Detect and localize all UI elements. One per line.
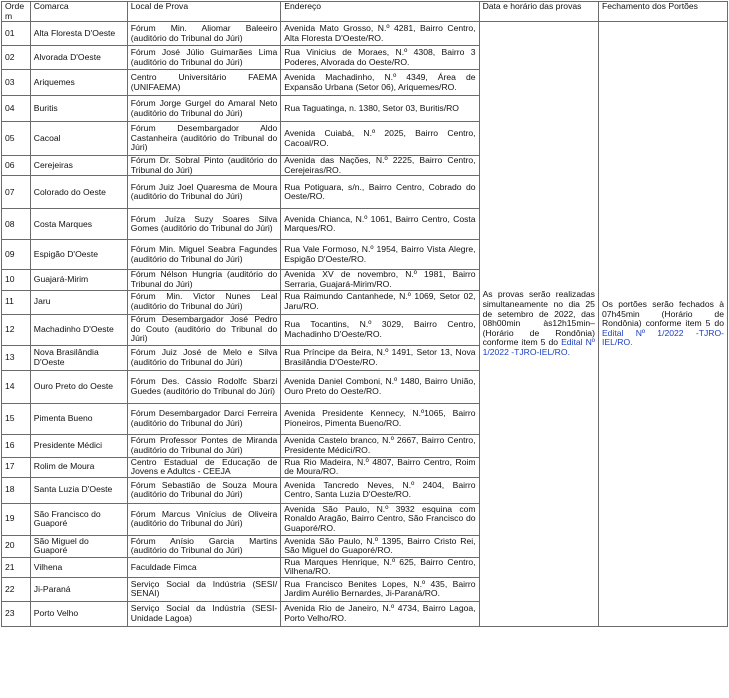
header-ordem: Ordem — [2, 2, 31, 22]
cell-comarca: Machadinho D'Oeste — [30, 314, 127, 345]
cell-endereco: Avenida XV de novembro, N.º 1981, Bairro Serraria, Guajará-Mirim/RO. — [281, 270, 479, 290]
cell-endereco: Rua Príncipe da Beira, N.º 1491, Setor 13, Nova Brasilândia D'Oeste/RO. — [281, 345, 479, 370]
cell-ordem: 07 — [2, 176, 31, 209]
cell-local: Fórum Juíza Suzy Soares Silva Gomes (auditório do Tribunal do Júri) — [127, 209, 281, 240]
cell-endereco: Avenida Tancredo Neves, N.º 2404, Bairro Centro, Santa Luzia D'Oeste/RO. — [281, 477, 479, 503]
cell-local: Centro Universitário FAEMA (UNIFAEMA) — [127, 70, 281, 96]
exam-locations-table — [1, 1, 728, 627]
cell-local: Fórum Jorge Gurgel do Amaral Neto (auditório do Tribunal do Júri) — [127, 96, 281, 122]
header-local: Local de Prova — [127, 2, 281, 22]
cell-ordem: 13 — [2, 345, 31, 370]
cell-endereco: Avenida das Nações, N.º 2225, Bairro Centro, Cerejeiras/RO. — [281, 156, 479, 176]
cell-endereco: Rua Vinicius de Moraes, N.º 4308, Bairro 3 Poderes, Alvorada do Oeste/RO. — [281, 46, 479, 70]
cell-local: Fórum Min. Aliomar Baleeiro (auditório do Tribunal do Júri) — [127, 22, 281, 46]
cell-ordem: 16 — [2, 434, 31, 457]
cell-endereco: Avenida São Paulo, N.º 3932 esquina com Ronaldo Aragão, Bairro Centro, São Francisco do Guaporé/RO. — [281, 503, 479, 535]
cell-comarca: Rolim de Moura — [30, 457, 127, 477]
cell-comarca: Alvorada D'Oeste — [30, 46, 127, 70]
cell-endereco: Avenida Rio de Janeiro, N.º 4734, Bairro Lagoa, Porto Velho/RO. — [281, 601, 479, 626]
cell-local: Fórum Marcus Vinícius de Oliveira (auditório do Tribunal do Júri) — [127, 503, 281, 535]
cell-local: Fórum Desembargador Darci Ferreira (auditório do Tribunal do Júri) — [127, 403, 281, 434]
cell-local: Fórum Nélson Hungria (auditório do Tribunal do Júri) — [127, 270, 281, 290]
exam-date-text: As provas serão realizadas simultaneamente no dia 25 de setembro de 2022, das 08h00min às12h15min– (Horário de Rondônia) conforme item 5 do — [482, 289, 595, 348]
edital-link[interactable]: Edital Nº 1/2022 -TJRO-IEL/RO. — [482, 337, 595, 358]
cell-comarca: Jaru — [30, 290, 127, 314]
cell-ordem: 05 — [2, 122, 31, 156]
cell-comarca: Pimenta Bueno — [30, 403, 127, 434]
cell-comarca: São Miguel do Guaporé — [30, 535, 127, 557]
cell-ordem: 22 — [2, 577, 31, 601]
cell-ordem: 14 — [2, 370, 31, 403]
cell-comarca: Alta Floresta D'Oeste — [30, 22, 127, 46]
cell-ordem: 04 — [2, 96, 31, 122]
cell-comarca: Costa Marques — [30, 209, 127, 240]
cell-endereco: Avenida Castelo branco, N.º 2667, Bairro Centro, Presidente Médici/RO. — [281, 434, 479, 457]
cell-ordem: 02 — [2, 46, 31, 70]
cell-local: Fórum Desembargador Aldo Castanheira (auditório do Tribunal do Júri) — [127, 122, 281, 156]
cell-ordem: 19 — [2, 503, 31, 535]
cell-comarca: Ji-Paraná — [30, 577, 127, 601]
cell-ordem: 09 — [2, 240, 31, 270]
cell-comarca: Espigão D'Oeste — [30, 240, 127, 270]
cell-comarca: Vilhena — [30, 557, 127, 577]
cell-ordem: 20 — [2, 535, 31, 557]
cell-endereco: Rua Marques Henrique, N.º 625, Bairro Centro, Vilhena/RO. — [281, 557, 479, 577]
exam-date-cell — [479, 22, 598, 627]
cell-endereco: Avenida Chianca, N.º 1061, Bairro Centro, Costa Marques/RO. — [281, 209, 479, 240]
cell-ordem: 17 — [2, 457, 31, 477]
cell-ordem: 23 — [2, 601, 31, 626]
edital-link[interactable]: Edital Nº 1/2022 -TJRO-IEL/RO. — [601, 327, 724, 348]
cell-local: Fórum Professor Pontes de Miranda (auditório do Tribunal do Júri) — [127, 434, 281, 457]
cell-endereco: Avenida Daniel Comboni, N.º 1480, Bairro União, Ouro Preto do Oeste/RO. — [281, 370, 479, 403]
header-row — [2, 2, 728, 22]
cell-comarca: Porto Velho — [30, 601, 127, 626]
cell-comarca: Santa Luzia D'Oeste — [30, 477, 127, 503]
cell-ordem: 11 — [2, 290, 31, 314]
cell-comarca: Colorado do Oeste — [30, 176, 127, 209]
cell-local: Fórum Anísio Garcia Martins (auditório do Tribunal do Júri) — [127, 535, 281, 557]
cell-local: Fórum Juiz José de Melo e Silva (auditório do Tribunal do Júri) — [127, 345, 281, 370]
header-data: Data e horário das provas — [479, 2, 598, 22]
cell-ordem: 03 — [2, 70, 31, 96]
cell-endereco: Avenida Presidente Kennecy, N.º1065, Bairro Pioneiros, Pimenta Bueno/RO. — [281, 403, 479, 434]
cell-ordem: 06 — [2, 156, 31, 176]
cell-local: Fórum José Júlio Guimarães Lima (auditório do Tribunal do Júri) — [127, 46, 281, 70]
cell-endereco: Rua Taguatinga, n. 1380, Setor 03, Buritis/RO — [281, 96, 479, 122]
cell-ordem: 21 — [2, 557, 31, 577]
cell-endereco: Rua Francisco Benites Lopes, N.º 435, Bairro Jardim Aurélio Bernardes, Ji-Paraná/RO. — [281, 577, 479, 601]
cell-local: Fórum Min. Miguel Seabra Fagundes (auditório do Tribunal do Júri) — [127, 240, 281, 270]
cell-comarca: Buritis — [30, 96, 127, 122]
cell-comarca: Ouro Preto do Oeste — [30, 370, 127, 403]
cell-comarca: Nova Brasilândia D'Oeste — [30, 345, 127, 370]
cell-local: Fórum Desembargador José Pedro do Couto (auditório do Tribunal do Júri) — [127, 314, 281, 345]
cell-endereco: Rua Raimundo Cantanhede, N.º 1069, Setor 02, Jaru/RO. — [281, 290, 479, 314]
cell-local: Fórum Dr. Sobral Pinto (auditório do Tribunal do Júri) — [127, 156, 281, 176]
cell-endereco: Rua Vale Formoso, N.º 1954, Bairro Vista Alegre, Espigão D'Oeste/RO. — [281, 240, 479, 270]
cell-ordem: 15 — [2, 403, 31, 434]
cell-local: Centro Estadual de Educação de Jovens e Adultcs - CEEJA — [127, 457, 281, 477]
cell-local: Fórum Sebastião de Souza Moura (auditório do Tribunal do Júri) — [127, 477, 281, 503]
cell-local: Fórum Des. Cássio Rodolfc Sbarzi Guedes (auditório do Tribunal do Júri) — [127, 370, 281, 403]
header-comarca: Comarca — [30, 2, 127, 22]
cell-ordem: 01 — [2, 22, 31, 46]
cell-comarca: Ariquemes — [30, 70, 127, 96]
cell-endereco: Rua Potiguara, s/n., Bairro Centro, Cobrado do Oeste/RO. — [281, 176, 479, 209]
cell-ordem: 10 — [2, 270, 31, 290]
cell-local: Faculdade Fimca — [127, 557, 281, 577]
cell-comarca: Cerejeiras — [30, 156, 127, 176]
cell-ordem: 08 — [2, 209, 31, 240]
cell-comarca: São Francisco do Guaporé — [30, 503, 127, 535]
cell-endereco: Avenida Machadinho, N.º 4349, Área de Expansão Urbana (Setor 06), Ariquemes/RO. — [281, 70, 479, 96]
cell-endereco: Avenida Cuiabá, N.º 2025, Bairro Centro, Cacoal/RO. — [281, 122, 479, 156]
cell-comarca: Cacoal — [30, 122, 127, 156]
cell-endereco: Avenida São Paulo, N.º 1395, Bairro Cristo Rei, São Miguel do Guaporé/RO. — [281, 535, 479, 557]
cell-comarca: Guajará-Mirim — [30, 270, 127, 290]
gate-closing-text: Os portões serão fechados à 07h45min (Horário de Rondônia) conforme item 5 do — [601, 299, 724, 329]
cell-ordem: 12 — [2, 314, 31, 345]
cell-endereco: Rua Tocantins, N.º 3029, Bairro Centro, Machadinho D'Oeste/RO. — [281, 314, 479, 345]
cell-local: Fórum Min. Victor Nunes Leal (auditório do Tribunal do Júri) — [127, 290, 281, 314]
cell-endereco: Avenida Mato Grosso, N.º 4281, Bairro Centro, Alta Floresta D'Oeste/RO. — [281, 22, 479, 46]
gate-closing-cell — [598, 22, 727, 627]
cell-local: Fórum Juiz Joel Quaresma de Moura (auditório do Tribunal do Júri) — [127, 176, 281, 209]
cell-local: Serviço Social da Indústria (SESI/ SENAI) — [127, 577, 281, 601]
cell-ordem: 18 — [2, 477, 31, 503]
header-fechamento: Fechamento dos Portões — [598, 2, 727, 22]
table-row — [2, 22, 728, 46]
header-endereco: Endereço — [281, 2, 479, 22]
cell-endereco: Rua Rio Madeira, N.º 4807, Bairro Centro, Roim de Moura/RO. — [281, 457, 479, 477]
cell-comarca: Presidente Médici — [30, 434, 127, 457]
cell-local: Serviço Social da Indústria (SESI- Unidade Lagoa) — [127, 601, 281, 626]
